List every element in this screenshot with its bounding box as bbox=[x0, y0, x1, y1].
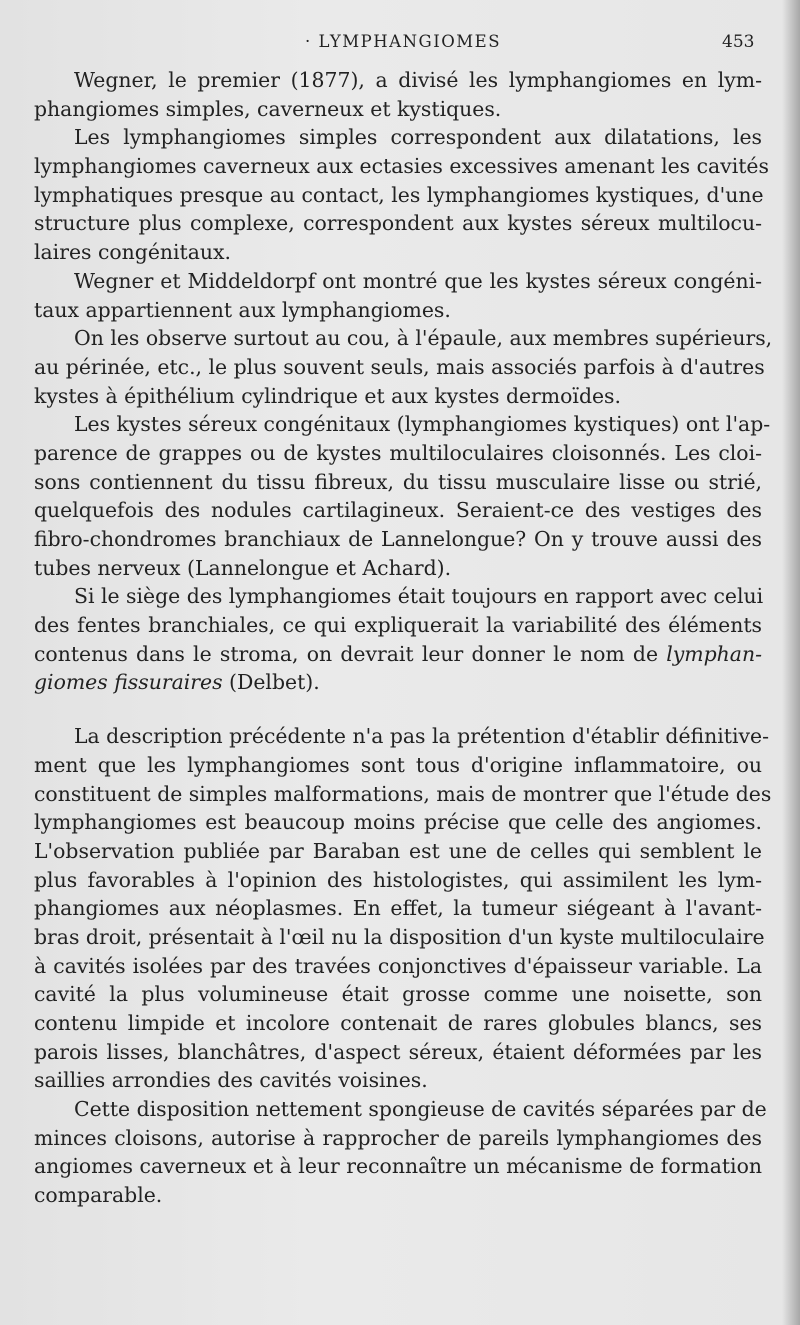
text-line: minces cloisons, autorise à rapprocher de pareils lymphangiomes des bbox=[34, 1125, 762, 1150]
text-line: kystes à épithélium cylindrique et aux kystes dermoïdes. bbox=[34, 383, 622, 408]
text-line: Si le siège des lymphangiomes était toujours en rapport avec celui bbox=[74, 584, 764, 609]
text-line: sons contiennent du tissu fibreux, du tissu musculaire lisse ou strié, bbox=[34, 469, 762, 494]
text-line: Wegner, le premier (1877), a divisé les lymphangiomes en lym- bbox=[74, 68, 762, 92]
text-line: au périnée, etc., le plus souvent seuls, mais associés parfois à d'autres bbox=[34, 354, 765, 379]
paragraph bbox=[34, 267, 762, 324]
text-line: tubes nerveux (Lannelongue et Achard). bbox=[34, 555, 452, 580]
text-line: phangiomes simples, caverneux et kystiques. bbox=[34, 96, 502, 121]
text-line: comparable. bbox=[34, 1183, 163, 1208]
page-number: 453 bbox=[722, 32, 755, 52]
text-line: contenus dans le stroma, on devrait leur donner le nom de lymphan- bbox=[34, 641, 762, 666]
text-line: lymphatiques presque au contact, les lymphangiomes kystiques, d'une bbox=[34, 182, 764, 207]
paragraph bbox=[34, 722, 772, 1095]
text-line: lymphangiomes est beaucoup moins précise que celle des angiomes. bbox=[34, 810, 762, 835]
text-line: parois lisses, blanchâtres, d'aspect séreux, étaient déformées par les bbox=[34, 1039, 762, 1064]
running-title: · LYMPHANGIOMES bbox=[305, 32, 501, 51]
paragraph bbox=[34, 582, 762, 697]
text-line: plus favorables à l'opinion des histologistes, qui assimilent les lym- bbox=[34, 867, 762, 892]
text-line: angiomes caverneux et à leur reconnaître un mécanisme de formation bbox=[34, 1154, 762, 1179]
paragraph bbox=[34, 1095, 767, 1210]
section-gap bbox=[34, 697, 762, 722]
text-line: phangiomes aux néoplasmes. En effet, la tumeur siégeant à l'avant- bbox=[34, 896, 762, 921]
running-header bbox=[0, 28, 800, 58]
text-line: cavité la plus volumineuse était grosse comme une noisette, son bbox=[34, 982, 762, 1007]
text-line: On les observe surtout au cou, à l'épaule, aux membres supérieurs, bbox=[74, 326, 773, 351]
text-line: Wegner et Middeldorpf ont montré que les kystes séreux congéni- bbox=[74, 268, 762, 293]
paragraph bbox=[34, 324, 773, 410]
text-line: ment que les lymphangiomes sont tous d'origine inflammatoire, ou bbox=[34, 752, 762, 777]
text-line: Les kystes séreux congénitaux (lymphangiomes kystiques) ont l'ap- bbox=[74, 412, 771, 437]
paragraph bbox=[34, 123, 769, 266]
text-line: quelquefois des nodules cartilagineux. Seraient-ce des vestiges des bbox=[34, 498, 762, 523]
text-line: taux appartiennent aux lymphangiomes. bbox=[34, 297, 451, 322]
text-line: saillies arrondies des cavités voisines. bbox=[34, 1068, 428, 1093]
text-line: parence de grappes ou de kystes multiloculaires cloisonnés. Les cloi- bbox=[34, 440, 762, 465]
paragraph bbox=[34, 66, 762, 123]
text-line: bras droit, présentait à l'œil nu la disposition d'un kyste multiloculaire bbox=[34, 924, 765, 949]
text-line: structure plus complexe, correspondent aux kystes séreux multilocu- bbox=[34, 211, 762, 236]
text-line: à cavités isolées par des travées conjonctives d'épaisseur variable. La bbox=[34, 953, 762, 978]
text-line: L'observation publiée par Baraban est une de celles qui semblent le bbox=[34, 838, 762, 863]
text-line: Les lymphangiomes simples correspondent aux dilatations, les bbox=[74, 125, 762, 150]
paragraph bbox=[34, 410, 771, 582]
text-line: constituent de simples malformations, mais de montrer que l'étude des bbox=[34, 781, 772, 806]
text-line: giomes fissuraires (Delbet). bbox=[34, 670, 320, 695]
text-line: La description précédente n'a pas la prétention d'établir définitive- bbox=[74, 724, 769, 749]
text-line: lymphangiomes caverneux aux ectasies excessives amenant les cavités bbox=[34, 154, 769, 179]
text-line: Cette disposition nettement spongieuse de cavités séparées par de bbox=[74, 1097, 767, 1122]
text-line: des fentes branchiales, ce qui expliquerait la variabilité des éléments bbox=[34, 613, 762, 638]
text-line: contenu limpide et incolore contenait de rares globules blancs, ses bbox=[34, 1011, 762, 1035]
body-text bbox=[34, 66, 773, 1210]
text-line: laires congénitaux. bbox=[34, 240, 232, 265]
text-line: fibro-chondromes branchiaux de Lannelongue? On y trouve aussi des bbox=[34, 527, 762, 551]
